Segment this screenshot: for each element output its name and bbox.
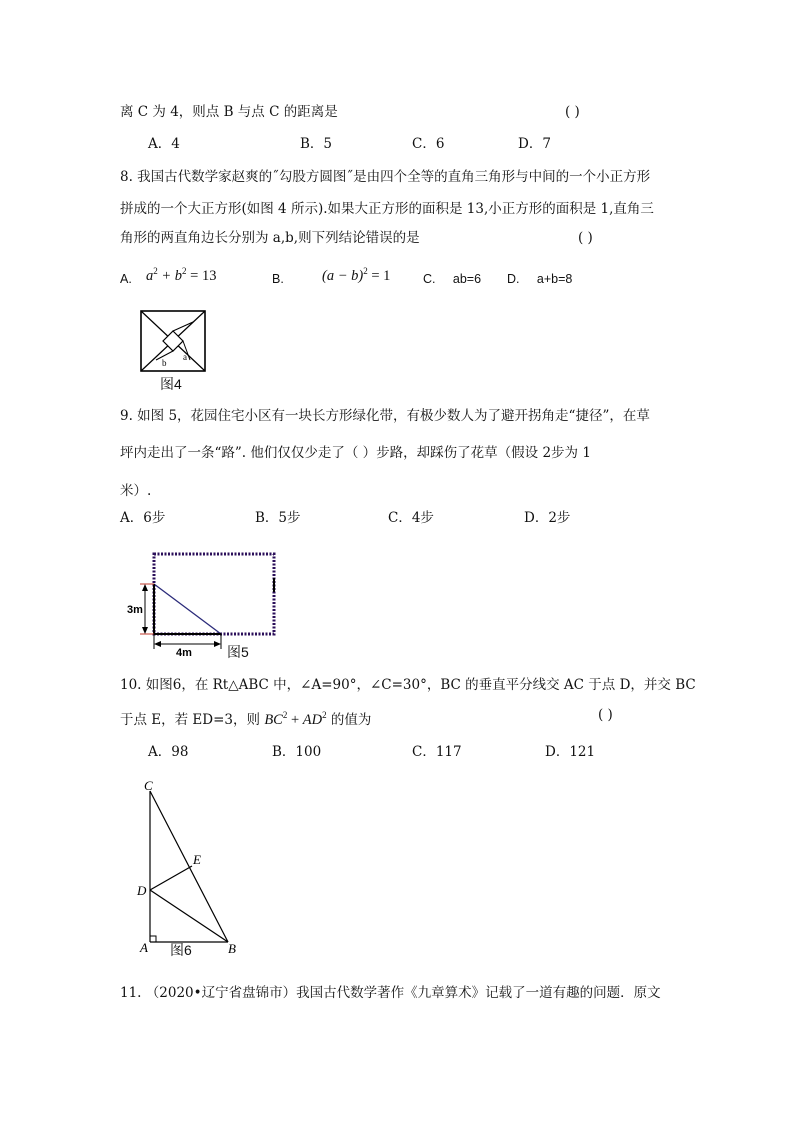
q8-option-b-formula: $(a - b)^2 = 1$ <box>322 266 391 284</box>
figure-5-arrowhead-down <box>142 627 148 634</box>
figure-5-caption: 图5 <box>227 644 249 660</box>
q8-option-d: D. a+b=8 <box>507 272 573 286</box>
q9-option-d: D．2步 <box>524 510 571 526</box>
q8-line2: 拼成的一个大正方形(如图 4 所示).如果大正方形的面积是 13,小正方形的面积是 1,直角三 <box>120 201 654 217</box>
q7-option-c: C．6 <box>412 136 445 152</box>
q8-option-a-label: A. <box>120 272 132 286</box>
q11-line1: 11. （2020•辽宁省盘锦市）我国古代数学著作《九章算术》记载了一道有趣的问题．原文 <box>120 985 661 1001</box>
figure-4-caption: 图4 <box>160 376 182 392</box>
q7-option-a: A．4 <box>148 136 180 152</box>
q7-text: 离 C 为 4，则点 B 与点 C 的距离是 <box>120 104 338 120</box>
q10-option-c: C．117 <box>412 744 462 760</box>
figure-6-label-d: D <box>137 883 147 898</box>
figure-4-label-b: b <box>162 358 167 368</box>
q9-line1: 9. 如图 5，花园住宅小区有一块长方形绿化带，有极少数人为了避开拐角走“捷径”，在草 <box>120 408 650 424</box>
q10-option-a: A．98 <box>148 744 189 760</box>
figure-6-segment-de <box>150 866 192 890</box>
q8-option-c: C. ab=6 <box>423 272 482 286</box>
q7-option-b: B．5 <box>300 136 333 152</box>
q7-option-d: D．7 <box>518 136 551 152</box>
q9-line2: 坪内走出了一条“路”. 他们仅仅少走了（ ）步路，却踩伤了花草（假设 2步为 1 <box>120 445 591 461</box>
figure-6-side-cb <box>150 791 228 942</box>
figure-6-label-c: C <box>144 778 153 793</box>
q10-option-d: D．121 <box>545 744 596 760</box>
q8-option-b-label: B. <box>272 272 284 286</box>
q8-line1: 8. 我国古代数学家赵爽的˝勾股方圆图˝是由四个全等的直角三角形与中间的一个小正方形 <box>120 169 651 185</box>
figure-6-right-angle-mark <box>150 936 156 942</box>
q9-option-a: A．6步 <box>120 510 166 526</box>
figure-6-right-triangle <box>130 776 245 962</box>
figure-6-label-b: B <box>228 941 236 956</box>
figure-5-label-4m: 4m <box>176 647 192 659</box>
q7-bracket: ( ) <box>565 104 580 120</box>
figure-5-label-3m: 3m <box>127 604 143 616</box>
figure-5-path-line <box>154 584 221 634</box>
q8-line3: 角形的两直角边长分别为 a,b,则下列结论错误的是 <box>120 230 420 246</box>
figure-6-label-a: A <box>140 940 148 955</box>
q10-line2: 于点 E，若 ED=3，则 $BC^2 + AD^2$ 的值为 <box>120 710 372 728</box>
figure-4-segment-1 <box>173 322 193 331</box>
figure-4-pinwheel-square <box>138 308 210 374</box>
q10-bracket: ( ) <box>598 707 613 723</box>
figure-6-segment-db <box>150 890 228 942</box>
figure-4-label-a: a <box>183 352 187 362</box>
figure-5-arrowhead-left <box>154 641 161 647</box>
q10-line1: 10. 如图6，在 Rt△ABC 中，∠A=90°，∠C=30°，BC 的垂直平分线交 AC 于点 D，并交 BC <box>120 677 696 693</box>
figure-6-label-e: E <box>193 852 201 867</box>
figure-5-arrowhead-up <box>142 584 148 591</box>
q8-bracket: ( ) <box>578 230 593 246</box>
figure-5-arrowhead-right <box>214 641 221 647</box>
figure-5-rectangle <box>154 554 274 634</box>
q9-option-c: C．4步 <box>388 510 434 526</box>
figure-5-rectangle-shortcut <box>124 548 284 660</box>
q8-option-a-formula: $a^2 + b^2 = 13$ <box>146 266 217 284</box>
figure-6-caption: 图6 <box>170 942 192 958</box>
q9-line3: 米）. <box>120 483 152 499</box>
q10-option-b: B．100 <box>272 744 322 760</box>
q9-option-b: B．5步 <box>255 510 301 526</box>
